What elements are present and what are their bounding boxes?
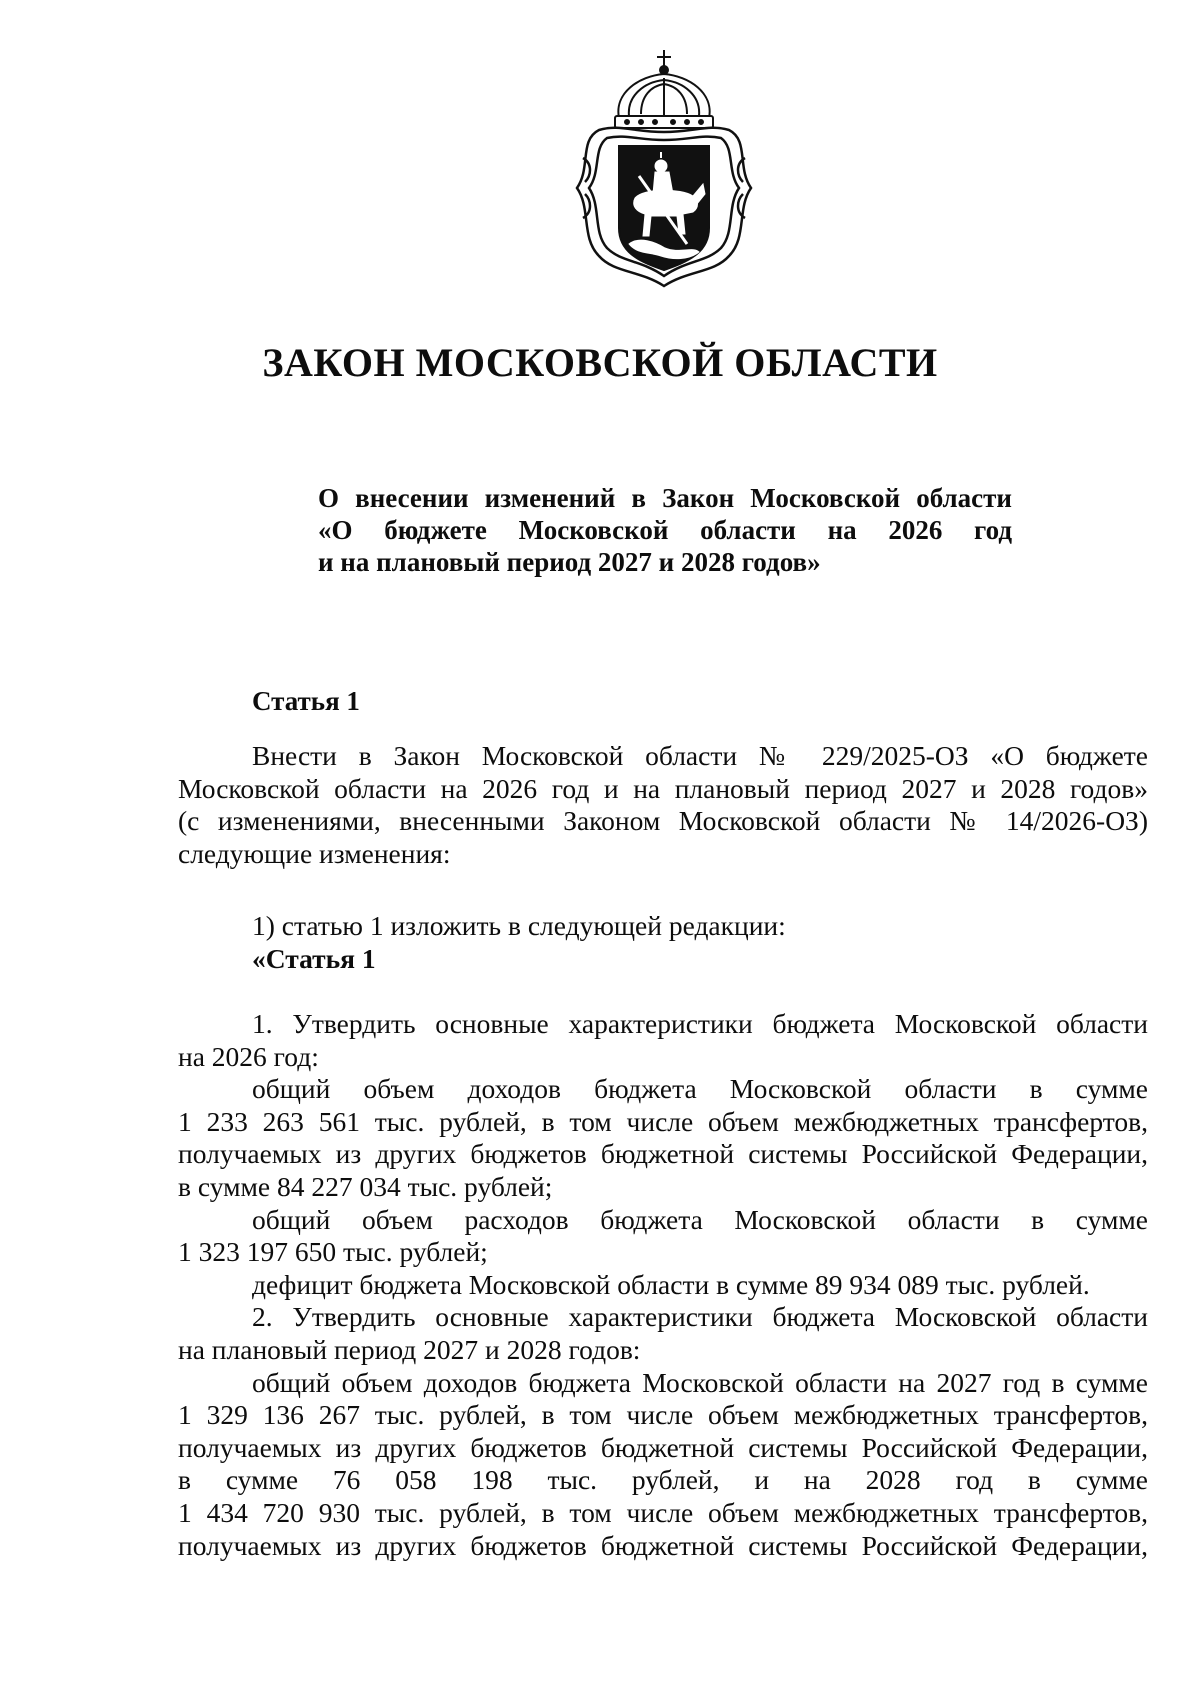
body-line: 1 323 197 650 тыс. рублей; <box>178 1236 488 1268</box>
paragraph-line: Внести в Закон Московской области № 229/2025-ОЗ «О бюджете <box>252 740 1148 771</box>
body-line: получаемых из других бюджетов бюджетной системы Российской Федерации, <box>178 1138 1148 1170</box>
amendment-item <box>178 910 1148 975</box>
body-line: 1. Утвердить основные характеристики бюджета Московской области <box>252 1008 1148 1039</box>
body-line: в сумме 76 058 198 тыс. рублей, и на 2028 год в сумме <box>178 1464 1148 1496</box>
body-line: 1 434 720 930 тыс. рублей, в том числе объем межбюджетных трансфертов, <box>178 1496 1148 1528</box>
paragraph-line: (с изменениями, внесенными Законом Московской области № 14/2026-ОЗ) <box>178 805 1148 837</box>
paragraph-line: Московской области на 2026 год и на плановый период 2027 и 2028 годов» <box>178 772 1148 804</box>
article-body <box>178 1008 1148 1562</box>
subtitle-line: и на плановый период 2027 и 2028 годов» <box>318 547 821 577</box>
body-line: получаемых из других бюджетов бюджетной системы Российской Федерации, <box>178 1529 1148 1561</box>
body-line: на плановый период 2027 и 2028 годов: <box>178 1333 641 1365</box>
body-line: на 2026 год: <box>178 1040 319 1072</box>
article-paragraph <box>178 740 1148 870</box>
body-line: общий объем доходов бюджета Московской области на 2027 год в сумме <box>252 1366 1148 1398</box>
article-heading: Статья 1 <box>252 686 360 716</box>
paragraph-line: следующие изменения: <box>178 837 451 869</box>
body-line: 1 329 136 267 тыс. рублей, в том числе объем межбюджетных трансфертов, <box>178 1399 1148 1431</box>
body-line: дефицит бюджета Московской области в сумме 89 934 089 тыс. рублей. <box>252 1268 1090 1300</box>
body-line: получаемых из других бюджетов бюджетной системы Российской Федерации, <box>178 1431 1148 1463</box>
law-title: ЗАКОН МОСКОВСКОЙ ОБЛАСТИ <box>262 340 938 385</box>
body-line: общий объем расходов бюджета Московской области в сумме <box>252 1203 1148 1235</box>
moscow-oblast-coat-of-arms-icon <box>569 48 759 292</box>
body-line: 2. Утвердить основные характеристики бюджета Московской области <box>252 1301 1148 1333</box>
subtitle-line: «О бюджете Московской области на 2026 год <box>318 515 1012 545</box>
body-line: общий объем доходов бюджета Московской области в сумме <box>252 1073 1148 1105</box>
law-subtitle <box>318 482 1012 578</box>
body-line: 1 233 263 561 тыс. рублей, в том числе объем межбюджетных трансфертов, <box>178 1105 1148 1137</box>
quoted-article-heading: «Статья 1 <box>252 942 376 974</box>
item-line: 1) статью 1 изложить в следующей редакции: <box>252 910 786 941</box>
subtitle-line: О внесении изменений в Закон Московской области <box>318 483 1012 513</box>
body-line: в сумме 84 227 034 тыс. рублей; <box>178 1170 553 1202</box>
